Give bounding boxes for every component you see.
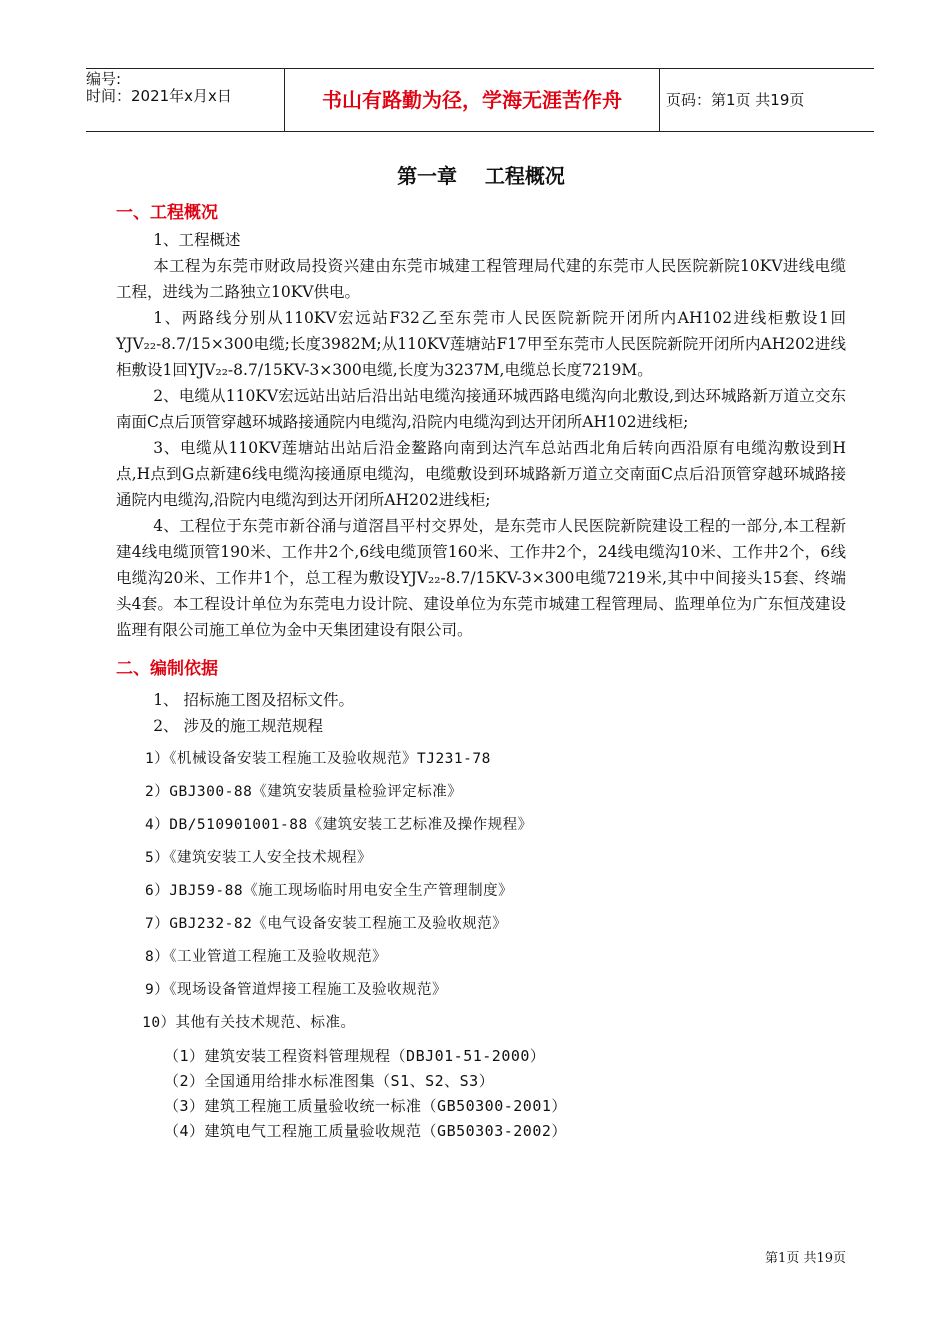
reference-item: 2）GBJ300-88《建筑安装质量检验评定标准》 — [145, 784, 463, 800]
sub-reference-item: （1）建筑安装工程资料管理规程（DBJ01-51-2000） — [164, 1047, 546, 1065]
subsection-heading: 1、工程概述 — [153, 231, 241, 249]
reference-item: 8）《工业管道工程施工及验收规范》 — [145, 949, 387, 965]
header-number: 编号: — [86, 70, 122, 88]
reference-item: 4）DB/510901001-88《建筑安装工艺标准及操作规程》 — [145, 817, 533, 833]
list-item: 1、 招标施工图及招标文件。 — [153, 691, 354, 709]
header-page-number: 页码：第1页 共19页 — [666, 91, 805, 109]
sub-reference-item: （3）建筑工程施工质量验收统一标准（GB50300-2001） — [164, 1097, 567, 1115]
page-footer: 第1页 共19页 — [765, 1251, 846, 1266]
section-heading-overview: 一、工程概况 — [116, 203, 218, 223]
paragraph: 4、工程位于东莞市新谷涌与道滘昌平村交界处，是东莞市人民医院新院建设工程的一部分,本工程新建4线电缆顶管190米、工作井2个,6线电缆顶管160米、工作井2个，24线电缆沟10米、工作井2个，6线电缆沟20米、工作井1个，总工程为敷设YJV₂₂-8.7/15KV-3×300电缆7219米,其中中间接头15套、终端头4套。本工程设计单位为东莞电力设计院、建设单位为东莞市城建工程管理局、监理单位为广东恒茂建设监理有限公司施工单位为金中天集团建设有限公司。 — [116, 517, 846, 639]
paragraph: 1、两路线分别从110KV宏远站F32乙至东莞市人民医院新院开闭所内AH102进线柜敷设1回YJV₂₂-8.7/15×300电缆;长度3982M;从110KV莲塘站F17甲至东莞市人民医院新院开闭所内AH202进线柜敷设1回YJV₂₂-8.7/15KV-3×300电缆,长度为3237M,电缆总长度7219M。 — [116, 309, 846, 379]
page-header — [86, 68, 874, 132]
paragraph: 3、电缆从110KV莲塘站出站后沿金鳌路向南到达汽车总站西北角后转向西沿原有电缆沟敷设到H点,H点到G点新建6线电缆沟接通原电缆沟，电缆敷设到环城路新万道立交南面C点后沿顶管穿越环城路接通院内电缆沟,沿院内电缆沟到达开闭所AH202进线柜; — [116, 439, 846, 509]
paragraph: 本工程为东莞市财政局投资兴建由东莞市城建工程管理局代建的东莞市人民医院新院10KV进线电缆工程，进线为二路独立10KV供电。 — [116, 257, 846, 301]
sub-reference-item: （4）建筑电气工程施工质量验收规范（GB50303-2002） — [164, 1122, 567, 1140]
reference-item-other: 10）其他有关技术规范、标准。 — [142, 1015, 356, 1031]
list-item: 2、 涉及的施工规范规程 — [153, 717, 323, 735]
header-date: 时间：2021年x月x日 — [86, 87, 232, 105]
reference-item: 1）《机械设备安装工程施工及验收规范》TJ231-78 — [145, 751, 491, 767]
reference-list — [116, 743, 846, 1040]
header-motto: 书山有路勤为径，学海无涯苦作舟 — [284, 69, 660, 131]
sub-reference-item: （2）全国通用给排水标准图集（S1、S2、S3） — [164, 1072, 495, 1090]
chapter-title: 第一章 工程概况 — [397, 164, 565, 188]
reference-item: 5）《建筑安装工人安全技术规程》 — [145, 850, 372, 866]
reference-item: 9）《现场设备管道焊接工程施工及验收规范》 — [145, 982, 447, 998]
header-meta — [86, 69, 284, 133]
section-heading-basis: 二、编制依据 — [116, 659, 218, 679]
paragraph: 2、电缆从110KV宏远站出站后沿出站电缆沟接通环城西路电缆沟向北敷设,到达环城路新万道立交东南面C点后顶管穿越环城路接通院内电缆沟,沿院内电缆沟到达开闭所AH102进线柜; — [116, 387, 846, 431]
document-body — [116, 160, 846, 1144]
reference-item: 6）JBJ59-88《施工现场临时用电安全生产管理制度》 — [145, 883, 514, 899]
reference-item: 7）GBJ232-82《电气设备安装工程施工及验收规范》 — [145, 916, 508, 932]
